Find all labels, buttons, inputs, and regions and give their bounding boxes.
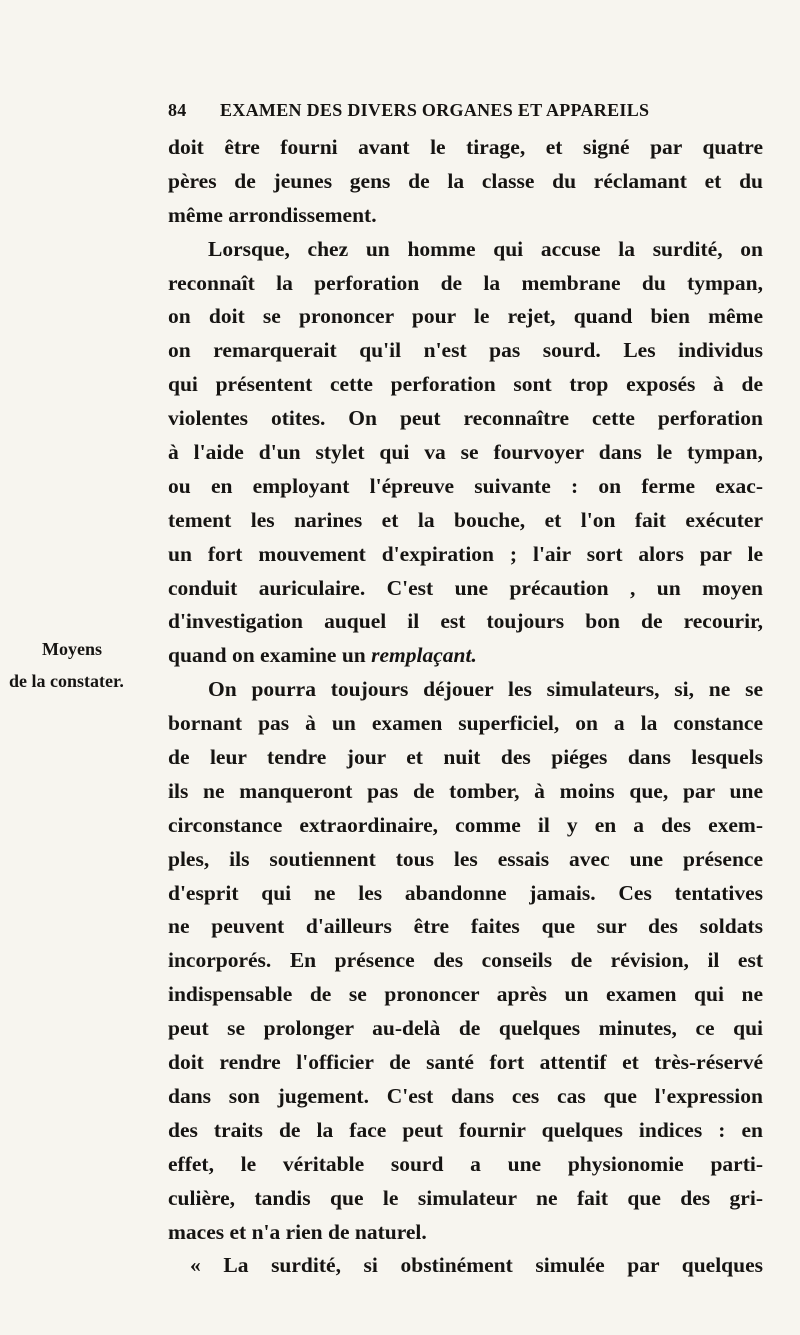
text-line: violentes otites. On peut reconnaître cette perforation <box>168 406 763 431</box>
text-line: de leur tendre jour et nuit des piéges dans lesquels <box>168 745 763 770</box>
text-line: d'esprit qui ne les abandonne jamais. Ces tentatives <box>168 880 763 905</box>
text-line: Lorsque, chez un homme qui accuse la surdité, on <box>208 236 763 261</box>
text-line-with-italic <box>168 639 763 673</box>
text-line: à l'aide d'un stylet qui va se fourvoyer dans le tympan, <box>168 440 763 465</box>
italic-word: remplaçant. <box>371 643 477 668</box>
text-line: un fort mouvement d'expiration ; l'air sort alors par le <box>168 541 763 566</box>
page-number: 84 <box>168 100 187 120</box>
page-header <box>168 100 768 128</box>
text-line: doit être fourni avant le tirage, et signé par quatre <box>168 135 763 159</box>
text-line: maces et n'a rien de naturel. <box>168 1219 427 1244</box>
text-line: ou en employant l'épreuve suivante : on ferme exac- <box>168 473 763 498</box>
text-line: d'investigation auquel il est toujours bon de recourir, <box>168 609 763 634</box>
margin-note-line-1: Moyens <box>42 639 102 659</box>
margin-note-line-2: de la constater. <box>9 671 124 691</box>
text-line: ils ne manqueront pas de tomber, à moins que, par une <box>168 778 763 803</box>
text-line: conduit auriculaire. C'est une précaution , un moyen <box>168 575 763 600</box>
body-text <box>168 131 763 1283</box>
text-line: dans son jugement. C'est dans ces cas que l'expression <box>168 1083 763 1108</box>
text-line: même arrondissement. <box>168 202 377 227</box>
text-line: tement les narines et la bouche, et l'on fait exécuter <box>168 507 763 532</box>
text-line: On pourra toujours déjouer les simulateurs, si, ne se <box>208 677 763 702</box>
text-line: ne peuvent d'ailleurs être faites que sur des soldats <box>168 914 763 939</box>
text-line: effet, le véritable sourd a une physionomie parti- <box>168 1151 763 1176</box>
text-line: reconnaît la perforation de la membrane du tympan, <box>168 270 763 295</box>
text-line-start: quand on examine un <box>168 643 366 668</box>
text-line: pères de jeunes gens de la classe du réclamant et du <box>168 168 763 193</box>
running-title: EXAMEN DES DIVERS ORGANES ET APPAREILS <box>220 100 650 120</box>
text-line: on remarquerait qu'il n'est pas sourd. Les individus <box>168 338 763 363</box>
text-line: ples, ils soutiennent tous les essais avec une présence <box>168 846 763 871</box>
text-line: bornant pas à un examen superficiel, on a la constance <box>168 711 763 736</box>
text-line: indispensable de se prononcer après un examen qui ne <box>168 982 763 1007</box>
text-line: « La surdité, si obstinément simulée par quelques <box>190 1253 763 1278</box>
text-line: doit rendre l'officier de santé fort attentif et très-réservé <box>168 1050 763 1075</box>
text-line: circonstance extraordinaire, comme il y en a des exem- <box>168 812 763 837</box>
text-line: incorporés. En présence des conseils de révision, il est <box>168 948 763 973</box>
text-line: qui présentent cette perforation sont trop exposés à de <box>168 372 763 397</box>
margin-note <box>0 633 163 697</box>
text-line: culière, tandis que le simulateur ne fait que des gri- <box>168 1185 763 1210</box>
text-line: des traits de la face peut fournir quelques indices : en <box>168 1117 763 1142</box>
text-line: on doit se prononcer pour le rejet, quand bien même <box>168 304 763 329</box>
text-line: peut se prolonger au-delà de quelques minutes, ce qui <box>168 1016 763 1041</box>
